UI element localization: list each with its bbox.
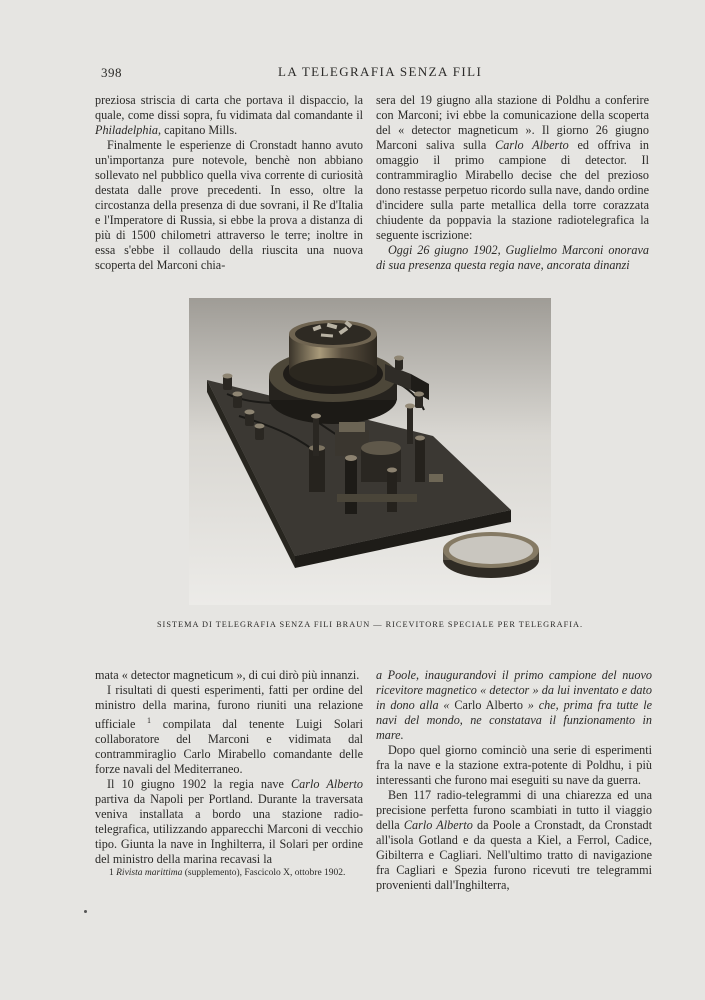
text-run: (supplemento), Fascicolo X, ottobre 1902. (182, 868, 346, 879)
text-column-bottom-left (95, 668, 363, 879)
paragraph (376, 743, 652, 788)
text-run: ed offriva in omaggio il primo campione di detector. Il contrammiraglio Mirabello decise che del prezioso dono restasse perpetuo ricordo sulla nave, dando ordine d'incidere sulla parte metallica della torre corazzata chiudente da poppavia la stazione radiotelegrafica la seguente iscrizione: (376, 138, 650, 242)
paragraph (95, 93, 363, 138)
paragraph (95, 138, 363, 273)
paragraph (376, 243, 649, 273)
footnote (95, 867, 363, 879)
text-run: mata « detector magneticum », di cui dirò più innanzi. (95, 668, 360, 682)
running-title: LA TELEGRAFIA SENZA FILI (278, 64, 483, 79)
text-run: sera del 19 giugno alla stazione di Poldhu a conferire con Marconi; ivi ebbe la comunicazione della scoperta del « detector magneticum ». Il giorno 26 giugno Marconi saliva sulla (376, 93, 649, 152)
italic-text: Carlo Alberto (291, 777, 363, 792)
text-run: I risultati di questi esperimenti, fatti per ordine del ministro della marina, furono riuniti una relazione ufficiale (95, 683, 363, 732)
paragraph (95, 668, 363, 683)
italic-text: Rivista marittima (116, 868, 183, 879)
text-column-bottom-right (376, 668, 652, 893)
italic-text: Carlo Alberto (403, 818, 473, 832)
figure-caption: SISTEMA DI TELEGRAFIA SENZA FILI BRAUN — RICEVITORE SPECIALE PER TELEGRAFIA. (156, 620, 584, 629)
text-run: 1 (109, 868, 117, 879)
italic-text: » che, prima fra tutte le navi del mondo, ne constatava il funzionamento in mare. (376, 698, 652, 742)
paragraph (376, 668, 652, 743)
page-header (95, 62, 655, 82)
italic-text: Carlo Alberto (495, 138, 569, 152)
text-run: preziosa striscia di carta che portava il dispaccio, la quale, come dissi sopra, fu vidimata dal comandante il (95, 93, 363, 122)
print-speck (84, 910, 87, 913)
text-run: Ben 117 radio-telegrammi di una chiarezza ed una precisione perfetta furono scambiati in tutto il viaggio della (376, 788, 652, 832)
page-number: 398 (101, 65, 122, 80)
text-run: partiva da Napoli per Portland. Durante la traversata veniva installata a bordo una stazione radio-telegrafica, utilizzando apparecchi Marconi di vecchio tipo. Giunta la nave in Inghilterra, il Solari per ordine del ministro della marina recavasi la (95, 792, 363, 867)
paragraph (376, 788, 652, 893)
receiver-apparatus-illustration (189, 298, 551, 605)
text-run: Dopo quel giorno cominciò una serie di esperimenti fra la nave e la stazione extra-potente di Poldhu, i più interessanti che furono mai eseguiti su nave da guerra. (376, 743, 652, 787)
paragraph (376, 93, 649, 243)
text-run: Finalmente le esperienze di Cronstadt hanno avuto un'importanza pure notevole, benchè non abbiano sollevato nel pubblico quella viva corrente di curiosità destata dalle prove precedenti. In esso, oltre la circostanza della presenza di due sovrani, il Re d'Italia e l'Imperatore di Russia, si ebbe la prova a distanza di più di 1500 chilometri attraverso le terre; inoltre in essa s'ebbe il collaudo della riuscita una nuova scoperta del Marconi chia- (95, 138, 363, 272)
text-run: Carlo Alberto (454, 698, 523, 712)
italic-text: Philadelphia (95, 123, 158, 137)
footnote-reference: 1 (147, 716, 152, 725)
text-run: , capitano Mills. (157, 123, 238, 137)
paragraph (95, 683, 363, 777)
text-run: da Poole a Cronstadt, da Cronstadt all'isola Gotland e da questa a Kiel, a Ferrol, Cadice, Gibilterra e Cagliari. Nell'ultimo tratto di navigazione fra Cagliari e Spezia furono ricevuti tre telegrammi provenienti dall'Inghilterra, (376, 818, 652, 892)
text-column-top-left (95, 93, 363, 273)
text-column-top-right (376, 93, 649, 273)
italic-text: a Poole, inaugurandovi il primo campione del nuovo ricevitore magnetico « detector » da lui inventato e dato in dono alla « (376, 668, 652, 712)
paragraph (95, 777, 363, 867)
text-flow-bottom-left (95, 668, 363, 867)
text-run: compilata dal tenente Luigi Solari collaboratore del Marconi e vidimata dal contrammiraglio Carlo Mirabello comandante delle forze navali del Mediterraneo. (95, 717, 363, 777)
italic-text: Oggi 26 giugno 1902, Guglielmo Marconi onorava di sua presenza questa regia nave, ancorata dinanzi (376, 243, 649, 272)
text-run: Il 10 giugno 1902 la regia nave (107, 777, 292, 792)
figure-photo (189, 298, 551, 605)
